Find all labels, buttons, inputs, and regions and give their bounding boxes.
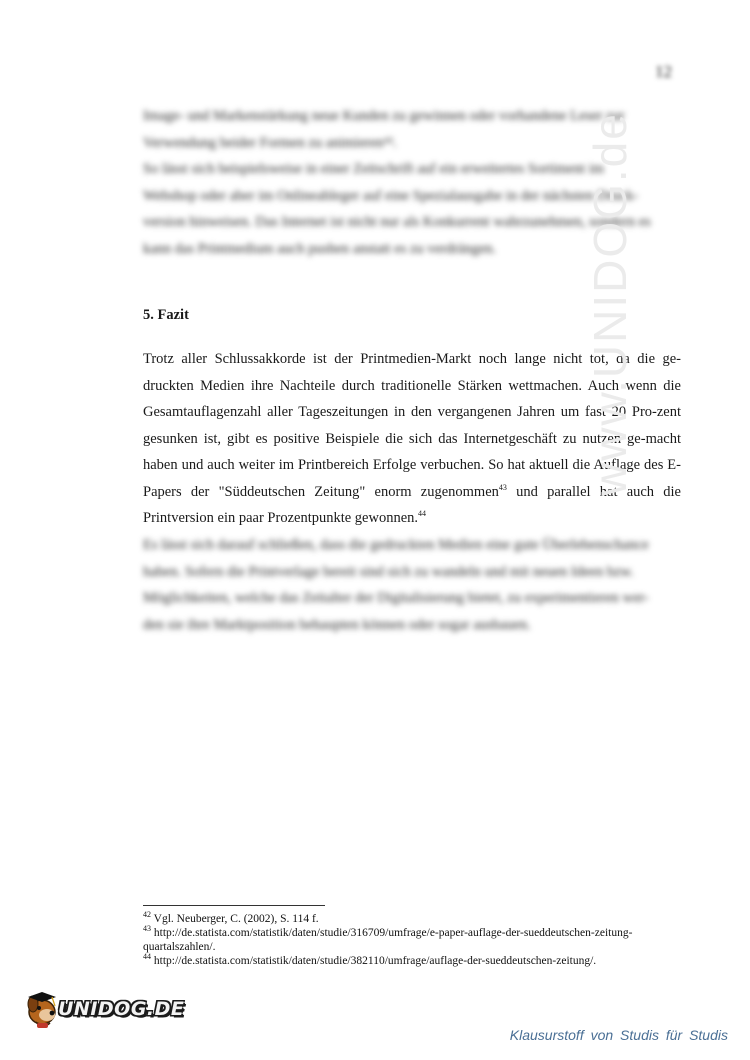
body-text-part: und parallel hat auch die Printversion ein paar Prozentpunkte gewonnen. xyxy=(143,483,681,526)
footnote-reference: 43 xyxy=(498,482,507,492)
footnote-text: http://de.statista.com/statistik/daten/studie/316709/umfrage/e-paper-auflage-der-sueddeutschen-zeitung-quartalszahlen/. xyxy=(143,927,633,953)
footer-tagline: Klausurstoff von Studis für Studis xyxy=(509,1027,728,1043)
blurred-line: So lässt sich beispielsweise in einer Zeitschrift auf ein erweitertes Sortiment im xyxy=(143,161,605,177)
blurred-paragraph-bottom xyxy=(143,532,681,638)
footnote-number: 42 xyxy=(143,910,151,920)
section-heading: 5. Fazit xyxy=(143,307,189,323)
watermark: www.UNIDOG.de xyxy=(584,112,636,496)
footnote xyxy=(143,926,683,954)
footnote-separator xyxy=(143,905,325,906)
blurred-line: version hinweisen. Das Internet ist nicht nur als Konkurrent wahrzunehmen, sondern es xyxy=(143,214,651,230)
footnote xyxy=(143,954,683,968)
body-text-part: Trotz aller Schlussakkorde ist der Printmedien-Markt noch lange nicht tot, da die ge-druckten Medien ihre Nachteile durch traditionelle Stärken wettmachen. Auch wenn die Gesamtauflagenzahl aller Tageszeitungen in den vergangenen Jahren um fast 20 Pro-zent gesunken ist, gibt es positive Beispiele die sich das Internetgeschäft zu nutzen ge-macht haben und auch weiter im Printbereich Erfolge verbuchen. So hat aktuell die Auflage des E-Papers der "Süddeutschen Zeitung" enorm zugenommen xyxy=(143,351,681,500)
logo-text: UNIDOG.DE xyxy=(58,998,185,1020)
page-number: 12 xyxy=(655,62,672,81)
footnotes xyxy=(143,912,683,968)
footnote-text: http://de.statista.com/statistik/daten/studie/382110/umfrage/auflage-der-sueddeutschen-zeitung/. xyxy=(153,955,597,967)
blurred-line: Image- und Markenstärkung neue Kunden zu gewinnen oder vorhandene Leser zur xyxy=(143,108,625,124)
footnote-text: Vgl. Neuberger, C. (2002), S. 114 f. xyxy=(153,913,319,925)
footnote-reference: 44 xyxy=(418,509,427,519)
blurred-line: Es lässt sich darauf schließen, dass die gedruckten Medien eine gute Überlebenschance xyxy=(143,537,649,553)
blurred-line: haben. Sofern die Printverlage bereit sind sich zu wandeln und mit neuen Ideen bzw. xyxy=(143,563,634,580)
footnote-number: 44 xyxy=(143,952,151,962)
blurred-line: kann das Printmedium auch pushen anstatt es zu verdrängen. xyxy=(143,240,497,257)
footnote-number: 43 xyxy=(143,924,151,934)
blurred-line: den sie ihre Marktposition behaupten können oder sogar ausbauen. xyxy=(143,616,531,633)
blurred-line: Webshop oder aber im Onlineableger auf eine Spezialausgabe in der nächsten Druck- xyxy=(143,187,639,204)
blurred-line: Möglichkeiten, welche das Zeitalter der Digitalisierung bietet, zu experimentieren wer- xyxy=(143,590,649,606)
footnote xyxy=(143,912,683,926)
blurred-line: Verwendung beider Formen zu animieren⁴². xyxy=(143,134,397,151)
